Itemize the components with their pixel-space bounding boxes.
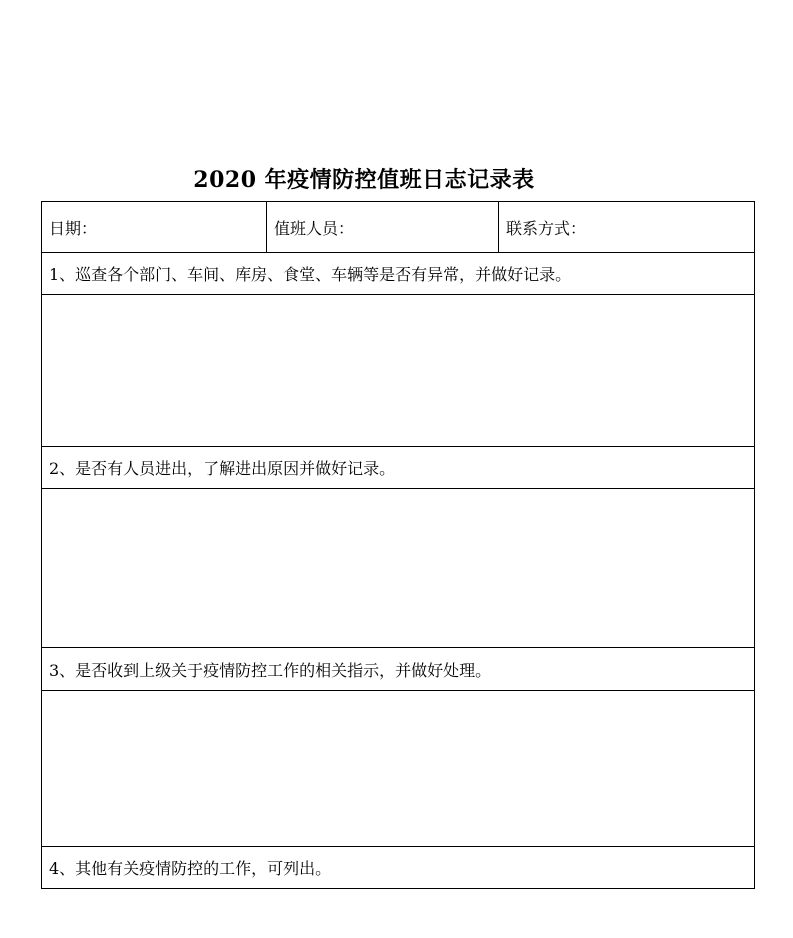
item-row [42,447,755,489]
contact-label: 联系方式： [506,218,587,238]
page-title: 2020 年疫情防控值班日志记录表 [193,167,535,193]
staff-label: 值班人员： [274,218,355,238]
item-row [42,847,755,889]
record-row [42,489,755,648]
item-3-text: 3、是否收到上级关于疫情防控工作的相关指示，并做好处理。 [42,648,755,691]
item-3-record-area[interactable] [42,691,755,847]
item-4-text: 4、其他有关疫情防控的工作，可列出。 [42,847,755,889]
item-2-text: 2、是否有人员进出，了解进出原因并做好记录。 [42,447,755,489]
item-row [42,648,755,691]
date-label: 日期： [49,218,98,238]
item-row [42,253,755,295]
item-1-text: 1、巡查各个部门、车间、库房、食堂、车辆等是否有异常，并做好记录。 [42,253,755,295]
contact-field[interactable] [499,202,755,253]
item-2-record-area[interactable] [42,489,755,648]
date-field[interactable] [42,202,267,253]
item-1-record-area[interactable] [42,295,755,447]
header-row [42,202,755,253]
staff-field[interactable] [267,202,499,253]
record-row [42,691,755,847]
duty-log-table [41,201,755,889]
record-row [42,295,755,447]
